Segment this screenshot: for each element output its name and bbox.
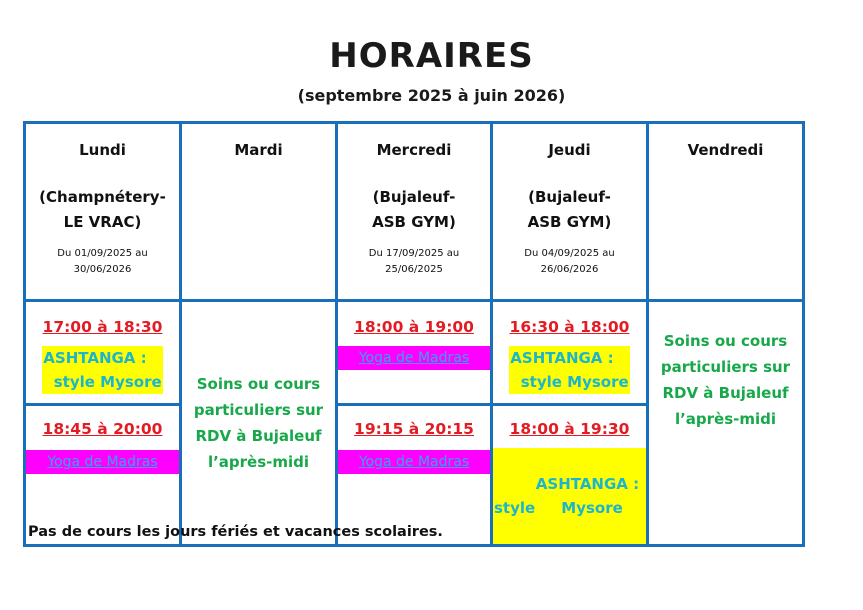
period-line: 25/06/2025	[385, 264, 443, 275]
day-location	[26, 185, 179, 235]
period-line: Du 17/09/2025 au	[368, 248, 460, 259]
slot-time: 16:30 à 18:00	[509, 318, 630, 336]
day-period	[338, 246, 490, 278]
class-label: Yoga de Madras	[338, 346, 490, 370]
class-line: ASHTANGA :	[510, 349, 614, 367]
day-name: Jeudi	[548, 141, 591, 159]
day-location	[338, 185, 490, 235]
footer-note: Pas de cours les jours fériés et vacances scolaires.	[28, 524, 443, 540]
page-subtitle: (septembre 2025 à juin 2026)	[297, 86, 566, 105]
location-line: (Champnétery-	[39, 188, 166, 206]
period-line: 30/06/2026	[73, 264, 132, 275]
slot-time: 18:00 à 19:30	[509, 420, 630, 438]
slot-row-1	[25, 301, 804, 405]
class-label: Yoga de Madras	[338, 450, 490, 474]
schedule-table	[23, 121, 805, 547]
class-line: style Mysore	[494, 499, 623, 517]
class-line: ASHTANGA :	[43, 349, 147, 367]
slot-time: 19:15 à 20:15	[354, 420, 474, 438]
class-label	[493, 448, 646, 544]
location-line: LE VRAC)	[63, 213, 142, 231]
class-line: style Mysore	[520, 373, 629, 391]
day-name: Mardi	[234, 141, 283, 159]
slot-mercredi-1	[337, 301, 492, 405]
vendredi-note: Soins ou cours particuliers sur RDV à Bujaleuf l’après-midi	[660, 332, 791, 428]
day-name: Lundi	[79, 141, 126, 159]
header-mardi	[181, 123, 337, 301]
class-label: Yoga de Madras	[26, 450, 179, 474]
header-vendredi	[648, 123, 804, 301]
slot-vendredi	[648, 301, 804, 546]
header-mercredi	[337, 123, 492, 301]
period-line: Du 04/09/2025 au	[524, 248, 615, 259]
class-label	[509, 346, 629, 394]
location-line: (Bujaleuf-	[372, 188, 456, 206]
period-line: Du 01/09/2025 au	[57, 248, 148, 259]
day-period	[26, 246, 179, 278]
day-period	[493, 246, 646, 278]
slot-mardi	[181, 301, 337, 546]
class-label	[42, 346, 162, 394]
location-line: (Bujaleuf-	[528, 188, 611, 206]
slot-jeudi-2	[492, 405, 648, 546]
slot-time: 18:45 à 20:00	[42, 420, 163, 438]
slot-time: 17:00 à 18:30	[42, 318, 163, 336]
day-location	[493, 185, 646, 235]
slot-jeudi-1	[492, 301, 648, 405]
slot-lundi-1	[25, 301, 181, 405]
class-line: style Mysore	[53, 373, 162, 391]
period-line: 26/06/2026	[540, 264, 599, 275]
header-row	[25, 123, 804, 301]
day-name: Vendredi	[687, 141, 764, 159]
header-jeudi	[492, 123, 648, 301]
location-line: ASB GYM)	[527, 213, 612, 231]
page-title: HORAIRES	[329, 36, 534, 76]
mardi-note: Soins ou cours particuliers sur RDV à Bujaleuf l’après-midi	[193, 375, 324, 471]
day-name: Mercredi	[376, 141, 452, 159]
header-lundi	[25, 123, 181, 301]
location-line: ASB GYM)	[372, 213, 456, 231]
class-line: ASHTANGA :	[535, 475, 640, 493]
slot-time: 18:00 à 19:00	[354, 318, 474, 336]
